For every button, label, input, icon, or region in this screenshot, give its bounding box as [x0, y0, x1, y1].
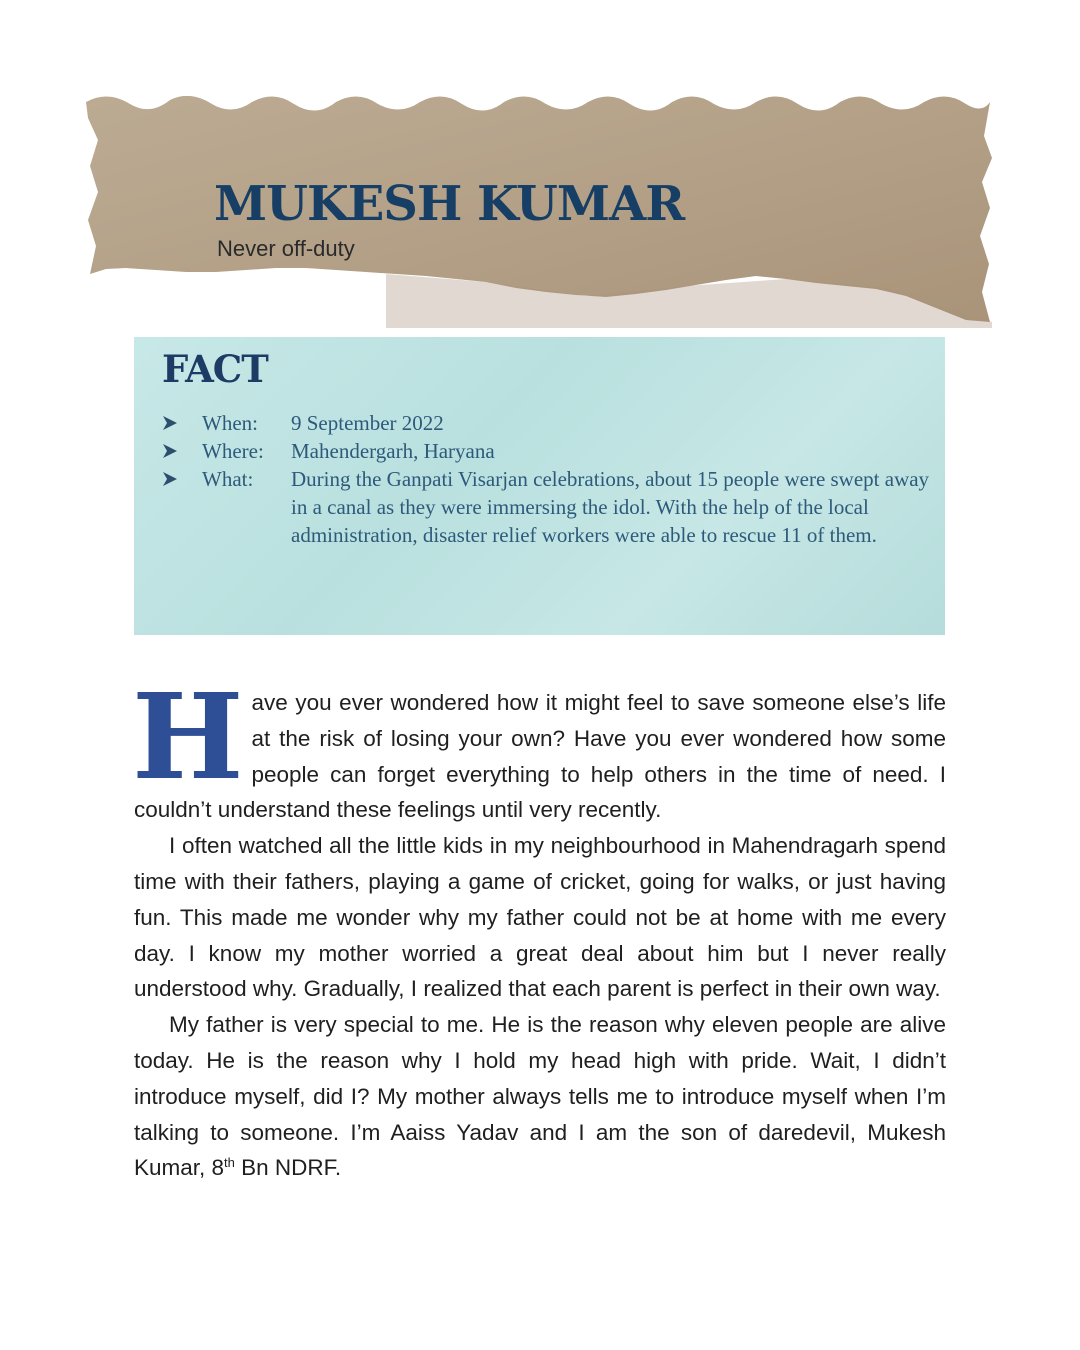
paragraph-1-text: ave you ever wondered how it might feel to save someone else’s life at the risk of losing your own? Have you ever wondered how some people can forget everything to help others in the time of need. I couldn’t understand these feelings until very recently.: [134, 690, 946, 823]
page-subtitle: Never off-duty: [217, 236, 355, 261]
fact-item-where: [162, 437, 932, 465]
fact-item-when: [162, 409, 932, 437]
fact-label: What:: [202, 467, 254, 491]
arrow-bullet-icon: [162, 465, 202, 493]
story-body: [132, 667, 946, 1186]
paragraph-1: [132, 667, 946, 828]
fact-label: When:: [202, 411, 258, 435]
paragraph-3-tail: Bn NDRF.: [234, 1155, 342, 1181]
drop-cap: H: [132, 667, 244, 806]
ordinal-suffix: th: [224, 1155, 235, 1171]
fact-list: [162, 409, 932, 549]
fact-label: Where:: [202, 439, 264, 463]
arrow-bullet-icon: [162, 409, 202, 437]
fact-value: Mahendergarh, Haryana: [291, 439, 495, 463]
fact-item-what: [162, 465, 932, 549]
arrow-bullet-icon: [162, 437, 202, 465]
paragraph-2: I often watched all the little kids in my neighbourhood in Mahendragarh spend time with their fathers, playing a game of cricket, going for walks, or just having fun. This made me wonder why my father could not be at home with me every day. I know my mother worried a great deal about him but I never really understood why. Gradually, I realized that each parent is perfect in their own way.: [134, 833, 946, 1002]
page-title: MUKESH KUMAR: [214, 176, 685, 232]
fact-heading: FACT: [162, 347, 268, 391]
fact-value: During the Ganpati Visarjan celebrations, about 15 people were swept away in a canal as they were immersing the idol. With the help of the local administration, disaster relief workers were able to rescue 11 of them.: [291, 467, 930, 547]
paragraph-3: [134, 1007, 946, 1186]
fact-value: 9 September 2022: [291, 411, 444, 435]
fact-box: [134, 337, 945, 635]
paragraph-3-text: My father is very special to me. He is the reason why eleven people are alive today. He is the reason why I hold my head high with pride. Wait, I didn’t introduce myself, did I? My mother always tells me to introduce myself when I’m talking to someone. I’m Aaiss Yadav and I am the son of daredevil, Mukesh Kumar, 8: [134, 1012, 946, 1181]
